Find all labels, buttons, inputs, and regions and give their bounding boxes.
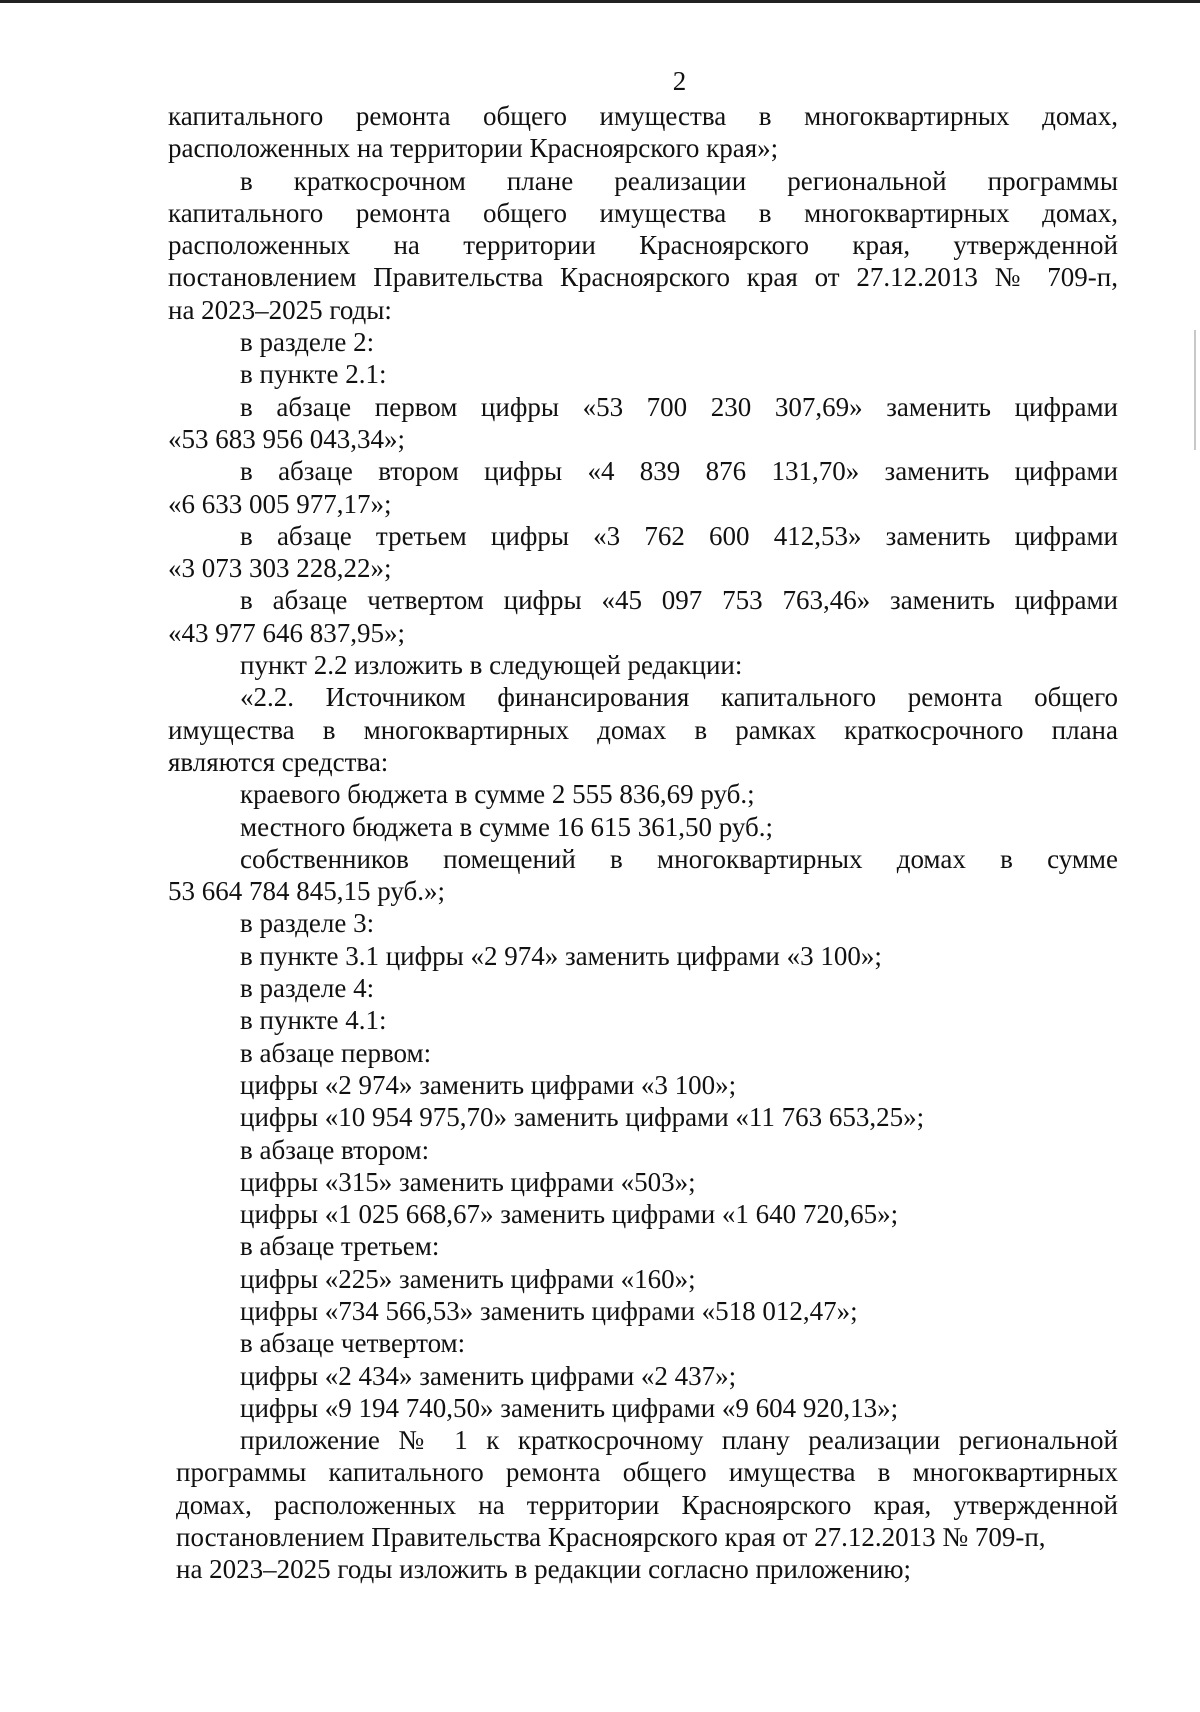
document-line: в разделе 3:	[240, 908, 375, 939]
document-line: цифры «9 194 740,50» заменить цифрами «9 604 920,13»;	[240, 1392, 899, 1423]
document-line: собственников помещений в многоквартирных домах в сумме	[240, 843, 1118, 874]
document-line: цифры «2 974» заменить цифрами «3 100»;	[240, 1069, 737, 1100]
document-line: на 2023–2025 годы:	[168, 294, 392, 325]
document-line: в абзаце четвертом цифры «45 097 753 763,46» заменить цифрами	[240, 585, 1118, 616]
document-line: домах, расположенных на территории Красноярского края, утвержденной	[176, 1489, 1118, 1520]
document-line: цифры «10 954 975,70» заменить цифрами «11 763 653,25»;	[240, 1102, 925, 1133]
document-line: местного бюджета в сумме 16 615 361,50 руб.;	[240, 811, 773, 842]
scan-edge-mark	[1194, 330, 1196, 450]
document-line: имущества в многоквартирных домах в рамках краткосрочного плана	[168, 714, 1118, 745]
document-line: капитального ремонта общего имущества в многоквартирных домах,	[168, 101, 1118, 131]
document-line: в краткосрочном плане реализации региональной программы	[240, 165, 1118, 196]
document-line: пункт 2.2 изложить в следующей редакции:	[240, 650, 743, 681]
document-line: в разделе 4:	[240, 973, 375, 1004]
document-line: в абзаце втором:	[240, 1134, 430, 1165]
document-line: цифры «2 434» заменить цифрами «2 437»;	[240, 1360, 737, 1391]
document-line: цифры «1 025 668,67» заменить цифрами «1 640 720,65»;	[240, 1199, 899, 1230]
document-line: расположенных на территории Красноярского края»;	[168, 133, 779, 164]
document-line: в абзаце втором цифры «4 839 876 131,70» заменить цифрами	[240, 456, 1118, 487]
document-line: в абзаце третьем:	[240, 1231, 440, 1262]
document-line: приложение № 1 к краткосрочному плану реализации региональной	[240, 1425, 1118, 1456]
document-line: в пункте 2.1:	[240, 359, 387, 390]
page-number: 2	[672, 66, 687, 96]
document-body	[168, 100, 1118, 1586]
document-line: «6 633 005 977,17»;	[168, 488, 392, 519]
document-line: «43 977 646 837,95»;	[168, 617, 406, 648]
document-line: в разделе 2:	[240, 327, 375, 358]
document-line: цифры «225» заменить цифрами «160»;	[240, 1263, 696, 1294]
document-line: в абзаце первом:	[240, 1037, 432, 1068]
document-line: в пункте 3.1 цифры «2 974» заменить цифрами «3 100»;	[240, 940, 882, 971]
document-line: в пункте 4.1:	[240, 1005, 387, 1036]
document-line: цифры «315» заменить цифрами «503»;	[240, 1166, 696, 1197]
document-line: в абзаце четвертом:	[240, 1328, 466, 1359]
document-line: «53 683 956 043,34»;	[168, 423, 406, 454]
document-line: «2.2. Источником финансирования капитального ремонта общего	[240, 682, 1118, 713]
document-line: капитального ремонта общего имущества в многоквартирных домах,	[168, 197, 1118, 228]
document-line: являются средства:	[168, 746, 389, 777]
scan-top-border	[0, 0, 1200, 3]
document-line: постановлением Правительства Красноярского края от 27.12.2013 № 709-п,	[176, 1522, 1046, 1553]
document-line: 53 664 784 845,15 руб.»;	[168, 876, 446, 907]
document-line: в абзаце первом цифры «53 700 230 307,69» заменить цифрами	[240, 391, 1118, 422]
document-line: расположенных на территории Красноярского края, утвержденной	[168, 230, 1118, 261]
document-line: программы капитального ремонта общего имущества в многоквартирных	[176, 1457, 1118, 1488]
document-line: краевого бюджета в сумме 2 555 836,69 руб.;	[240, 779, 755, 810]
document-line: «3 073 303 228,22»;	[168, 553, 392, 584]
document-line: цифры «734 566,53» заменить цифрами «518 012,47»;	[240, 1295, 858, 1326]
document-line: постановлением Правительства Красноярского края от 27.12.2013 № 709-п,	[168, 262, 1118, 293]
document-line: в абзаце третьем цифры «3 762 600 412,53» заменить цифрами	[240, 520, 1118, 551]
document-line: на 2023–2025 годы изложить в редакции согласно приложению;	[176, 1554, 912, 1585]
